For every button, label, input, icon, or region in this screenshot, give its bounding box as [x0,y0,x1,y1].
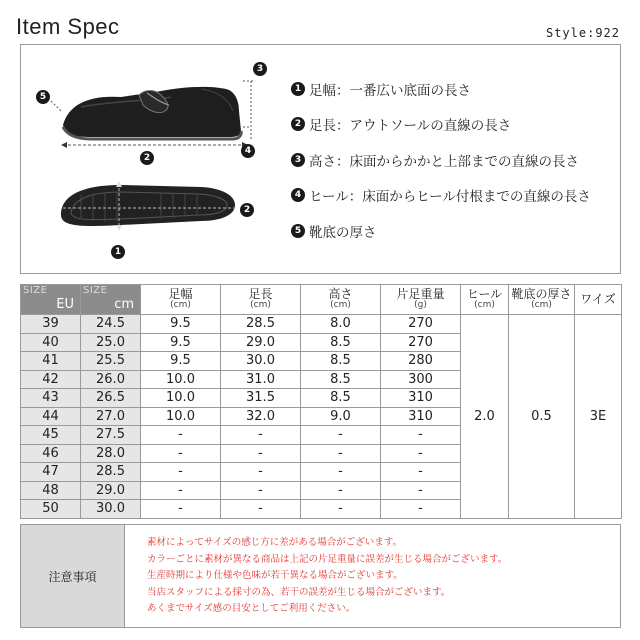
cell-eu: 47 [21,463,81,482]
cell-length: - [221,500,301,519]
legend-text: 高さ：床面からかかと上部までの直線の長さ [309,153,579,170]
cell-width: 10.0 [141,389,221,408]
shoe-side-view [63,87,241,139]
cell-eu: 41 [21,352,81,371]
cell-width: 10.0 [141,370,221,389]
cell-width: - [141,481,221,500]
page-title: Item Spec [16,14,120,39]
cell-eu: 46 [21,444,81,463]
cell-weight: 300 [381,370,461,389]
cell-width: - [141,463,221,482]
cell-height: - [301,444,381,463]
cell-eu: 45 [21,426,81,445]
header-wise: ワイズ [575,285,622,315]
cell-eu: 39 [21,315,81,334]
cell-length: 31.0 [221,370,301,389]
legend-item [291,107,621,143]
marker-2-sole: 2 [240,203,254,217]
cell-cm: 27.5 [81,426,141,445]
notes-label: 注意事項 [21,525,125,627]
cell-length: - [221,444,301,463]
cell-height: 8.5 [301,389,381,408]
legend-number: 3 [291,153,305,167]
cell-width: - [141,426,221,445]
notes-panel [20,524,621,628]
cell-height: 8.5 [301,333,381,352]
legend-text: 足長：アウトソールの直線の長さ [309,118,512,135]
note-line: カラーごとに素材が異なる商品は上記の片足重量に誤差が生じる場合がございます。 [147,553,508,565]
marker-3: 3 [253,62,267,76]
cell-width: 9.5 [141,315,221,334]
cell-width: 10.0 [141,407,221,426]
cell-width: - [141,444,221,463]
cell-height: - [301,463,381,482]
legend-item [291,213,621,249]
note-line: 当店スタッフによる採寸の為、若干の誤差が生じる場合がございます。 [147,586,451,598]
marker-5: 5 [36,90,50,104]
legend-item [291,71,621,107]
cell-weight: 310 [381,407,461,426]
legend-text: ヒール：床面からヒール付根までの直線の長さ [309,189,591,206]
cell-width: 9.5 [141,333,221,352]
cell-length: 31.5 [221,389,301,408]
cell-eu: 48 [21,481,81,500]
cell-weight: - [381,481,461,500]
size-table [20,284,622,519]
cell-eu: 43 [21,389,81,408]
cell-cm: 30.0 [81,500,141,519]
cell-eu: 50 [21,500,81,519]
header-sole-thickness: 靴底の厚さ (cm) [509,285,575,315]
cell-width: - [141,500,221,519]
cell-sole-thickness: 0.5 [509,315,575,519]
header-width: 足幅 (cm) [141,285,221,315]
cell-height: 8.5 [301,352,381,371]
legend-text: 靴底の厚さ [309,224,377,241]
cell-eu: 40 [21,333,81,352]
legend-number: 4 [291,188,305,202]
cell-cm: 25.5 [81,352,141,371]
cell-cm: 26.0 [81,370,141,389]
note-line: あくまでサイズ感の目安としてご利用ください。 [147,603,356,614]
shoe-illustration [21,45,291,275]
legend-item [291,178,621,214]
legend-number: 2 [291,117,305,131]
cell-cm: 26.5 [81,389,141,408]
measurement-legend [291,71,621,249]
cell-weight: 270 [381,333,461,352]
header-weight: 片足重量 (g) [381,285,461,315]
cell-length: 28.5 [221,315,301,334]
cell-cm: 25.0 [81,333,141,352]
legend-number: 5 [291,224,305,238]
header-size-eu: SIZE EU [21,285,81,315]
header-length: 足長 (cm) [221,285,301,315]
shoe-diagram [21,45,291,275]
cell-height: - [301,500,381,519]
marker-2-side: 2 [140,151,154,165]
cell-weight: 280 [381,352,461,371]
cell-weight: 270 [381,315,461,334]
cell-eu: 44 [21,407,81,426]
cell-height: - [301,426,381,445]
cell-wise: 3E [575,315,622,519]
note-line: 生産時期により仕様や色味が若干異なる場合がございます。 [147,570,403,581]
notes-text [125,525,620,627]
shoe-sole-view [61,185,235,226]
cell-weight: 310 [381,389,461,408]
legend-item [291,142,621,178]
cell-weight: - [381,444,461,463]
marker-4: 4 [241,144,255,158]
cell-length: 32.0 [221,407,301,426]
spec-diagram-panel [20,44,621,274]
cell-cm: 27.0 [81,407,141,426]
cell-height: - [301,481,381,500]
note-line: 素材によってサイズの感じ方に差がある場合がございます。 [147,537,402,548]
cell-width: 9.5 [141,352,221,371]
cell-height: 8.5 [301,370,381,389]
header-heel: ヒール (cm) [461,285,509,315]
cell-cm: 24.5 [81,315,141,334]
cell-length: 29.0 [221,333,301,352]
header-size-cm: SIZE cm [81,285,141,315]
cell-heel: 2.0 [461,315,509,519]
cell-height: 9.0 [301,407,381,426]
style-code: Style:922 [545,26,620,40]
cell-cm: 28.5 [81,463,141,482]
cell-cm: 28.0 [81,444,141,463]
cell-weight: - [381,426,461,445]
cell-cm: 29.0 [81,481,141,500]
cell-weight: - [381,500,461,519]
cell-length: - [221,481,301,500]
table-row [21,315,622,334]
header-height: 高さ (cm) [301,285,381,315]
cell-eu: 42 [21,370,81,389]
cell-length: - [221,426,301,445]
legend-text: 足幅：一番広い底面の長さ [309,82,471,99]
cell-length: 30.0 [221,352,301,371]
marker-1: 1 [111,245,125,259]
cell-weight: - [381,463,461,482]
cell-height: 8.0 [301,315,381,334]
legend-number: 1 [291,82,305,96]
cell-length: - [221,463,301,482]
